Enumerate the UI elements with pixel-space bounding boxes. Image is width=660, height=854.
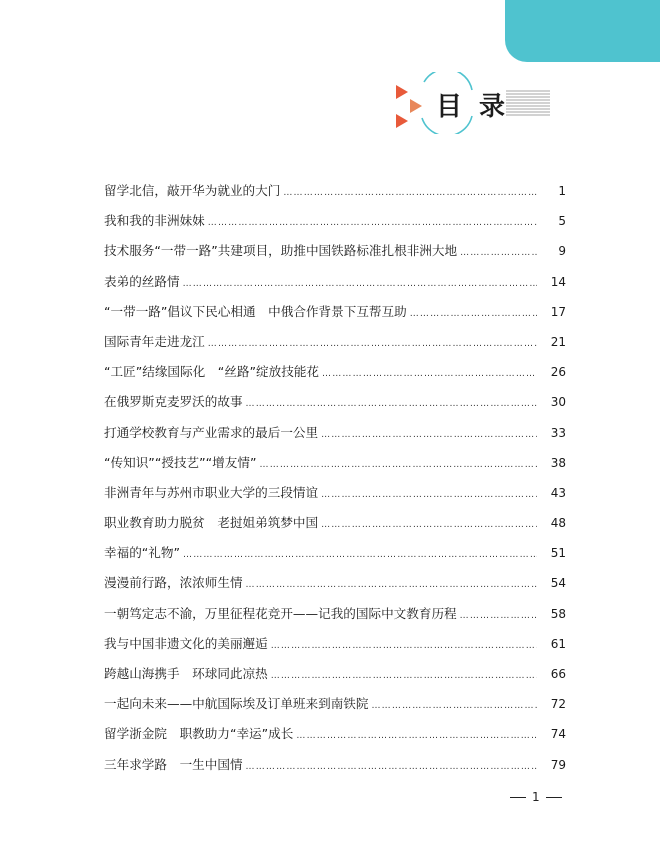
toc-entry-title: “传知识”“授技艺”“增友情” bbox=[104, 454, 257, 470]
toc-entry-title: 技术服务“一带一路”共建项目，助推中国铁路标准扎根非洲大地 bbox=[104, 243, 458, 259]
corner-tab-decoration bbox=[505, 0, 660, 62]
toc-leader-dots bbox=[321, 424, 537, 446]
toc-entry[interactable] bbox=[104, 361, 566, 391]
toc-entry-title: 表弟的丝路情 bbox=[104, 273, 180, 289]
toc-entry[interactable] bbox=[104, 693, 566, 723]
toc-entry-page: 74 bbox=[550, 727, 566, 742]
toc-entry-title: 非洲青年与苏州市职业大学的三段情谊 bbox=[104, 484, 319, 500]
toc-entry-page: 30 bbox=[550, 395, 566, 410]
toc-leader-dots bbox=[460, 242, 537, 264]
toc-leader-dots bbox=[371, 695, 537, 717]
toc-leader-dots bbox=[271, 665, 537, 687]
toc-leader-dots bbox=[183, 273, 537, 295]
toc-entry[interactable] bbox=[104, 391, 566, 421]
toc-leader-dots bbox=[208, 333, 537, 355]
toc-entry-title: 一起向未来——中航国际埃及订单班来到南铁院 bbox=[104, 696, 369, 712]
toc-entry-page: 43 bbox=[550, 485, 566, 500]
toc-entry[interactable] bbox=[104, 180, 566, 210]
toc-entry[interactable] bbox=[104, 210, 566, 240]
toc-entry[interactable] bbox=[104, 542, 566, 572]
toc-entry-page: 33 bbox=[550, 425, 566, 440]
footer-dash-right bbox=[546, 797, 562, 798]
toc-entry-page: 58 bbox=[550, 606, 566, 621]
toc-entry-title: 在俄罗斯克麦罗沃的故事 bbox=[104, 394, 243, 410]
toc-entry[interactable] bbox=[104, 240, 566, 270]
toc-leader-dots bbox=[246, 574, 537, 596]
footer-dash-left bbox=[510, 797, 526, 798]
toc-entry[interactable] bbox=[104, 512, 566, 542]
toc-leader-dots bbox=[246, 756, 537, 778]
toc-entry-page: 17 bbox=[550, 304, 566, 319]
table-of-contents bbox=[104, 180, 566, 784]
toc-entry-title: 我与中国非遗文化的美丽邂逅 bbox=[104, 635, 268, 651]
toc-entry-title: “工匠”结缘国际化 “丝路”绽放技能花 bbox=[104, 364, 320, 380]
toc-entry-title: 国际青年走进龙江 bbox=[104, 333, 205, 349]
toc-entry-page: 14 bbox=[550, 274, 566, 289]
toc-entry[interactable] bbox=[104, 271, 566, 301]
toc-leader-dots bbox=[183, 544, 537, 566]
toc-entry-title: “一带一路”倡议下民心相通 中俄合作背景下互帮互助 bbox=[104, 303, 407, 319]
toc-entry[interactable] bbox=[104, 633, 566, 663]
toc-leader-dots bbox=[271, 635, 537, 657]
toc-entry-title: 我和我的非洲妹妹 bbox=[104, 213, 205, 229]
toc-entry-page: 61 bbox=[550, 636, 566, 651]
toc-leader-dots bbox=[283, 182, 537, 204]
toc-entry-page: 48 bbox=[550, 516, 566, 531]
toc-entry-title: 一朝笃定志不渝，万里征程花竞开——记我的国际中文教育历程 bbox=[104, 605, 457, 621]
toc-entry[interactable] bbox=[104, 603, 566, 633]
toc-entry[interactable] bbox=[104, 301, 566, 331]
toc-entry-page: 66 bbox=[550, 667, 566, 681]
toc-leader-dots bbox=[246, 393, 537, 415]
toc-leader-dots bbox=[260, 454, 538, 476]
toc-entry-page: 5 bbox=[558, 214, 566, 229]
toc-entry[interactable] bbox=[104, 482, 566, 512]
toc-entry[interactable] bbox=[104, 663, 566, 693]
page-number: 1 bbox=[532, 790, 540, 804]
toc-entry-page: 26 bbox=[550, 365, 566, 380]
toc-entry-page: 38 bbox=[550, 455, 566, 470]
toc-entry-page: 9 bbox=[558, 244, 566, 259]
toc-entry-page: 1 bbox=[558, 184, 566, 198]
toc-entry[interactable] bbox=[104, 723, 566, 753]
toc-entry[interactable] bbox=[104, 331, 566, 361]
toc-leader-dots bbox=[322, 363, 537, 385]
toc-entry-page: 51 bbox=[550, 546, 566, 561]
toc-entry-page: 54 bbox=[550, 576, 566, 591]
page-footer bbox=[510, 790, 562, 804]
toc-entry-page: 21 bbox=[550, 334, 566, 349]
toc-leader-dots bbox=[208, 212, 537, 234]
toc-entry-title: 幸福的“礼物” bbox=[104, 545, 181, 561]
toc-entry-title: 打通学校教育与产业需求的最后一公里 bbox=[104, 424, 319, 440]
toc-entry-title: 职业教育助力脱贫 老挝姐弟筑梦中国 bbox=[104, 515, 319, 531]
page-title: 目 录 bbox=[436, 92, 510, 122]
toc-entry[interactable] bbox=[104, 452, 566, 482]
toc-entry-title: 三年求学路 一生中国情 bbox=[104, 756, 243, 772]
toc-leader-dots bbox=[321, 484, 537, 506]
toc-leader-dots bbox=[460, 605, 537, 627]
toc-entry-title: 漫漫前行路，浓浓师生情 bbox=[104, 575, 243, 591]
toc-entry-page: 72 bbox=[550, 697, 566, 712]
toc-leader-dots bbox=[410, 303, 537, 325]
toc-leader-dots bbox=[296, 725, 537, 747]
toc-header bbox=[394, 72, 550, 134]
toc-entry[interactable] bbox=[104, 572, 566, 602]
toc-entry-page: 79 bbox=[550, 757, 566, 772]
toc-entry-title: 留学北信，敲开华为就业的大门 bbox=[104, 183, 281, 198]
toc-entry[interactable] bbox=[104, 754, 566, 784]
toc-leader-dots bbox=[321, 514, 537, 536]
toc-entry-title: 跨越山海携手 环球同此凉热 bbox=[104, 666, 268, 681]
toc-entry-title: 留学浙金院 职教助力“幸运”成长 bbox=[104, 726, 294, 742]
toc-entry[interactable] bbox=[104, 422, 566, 452]
